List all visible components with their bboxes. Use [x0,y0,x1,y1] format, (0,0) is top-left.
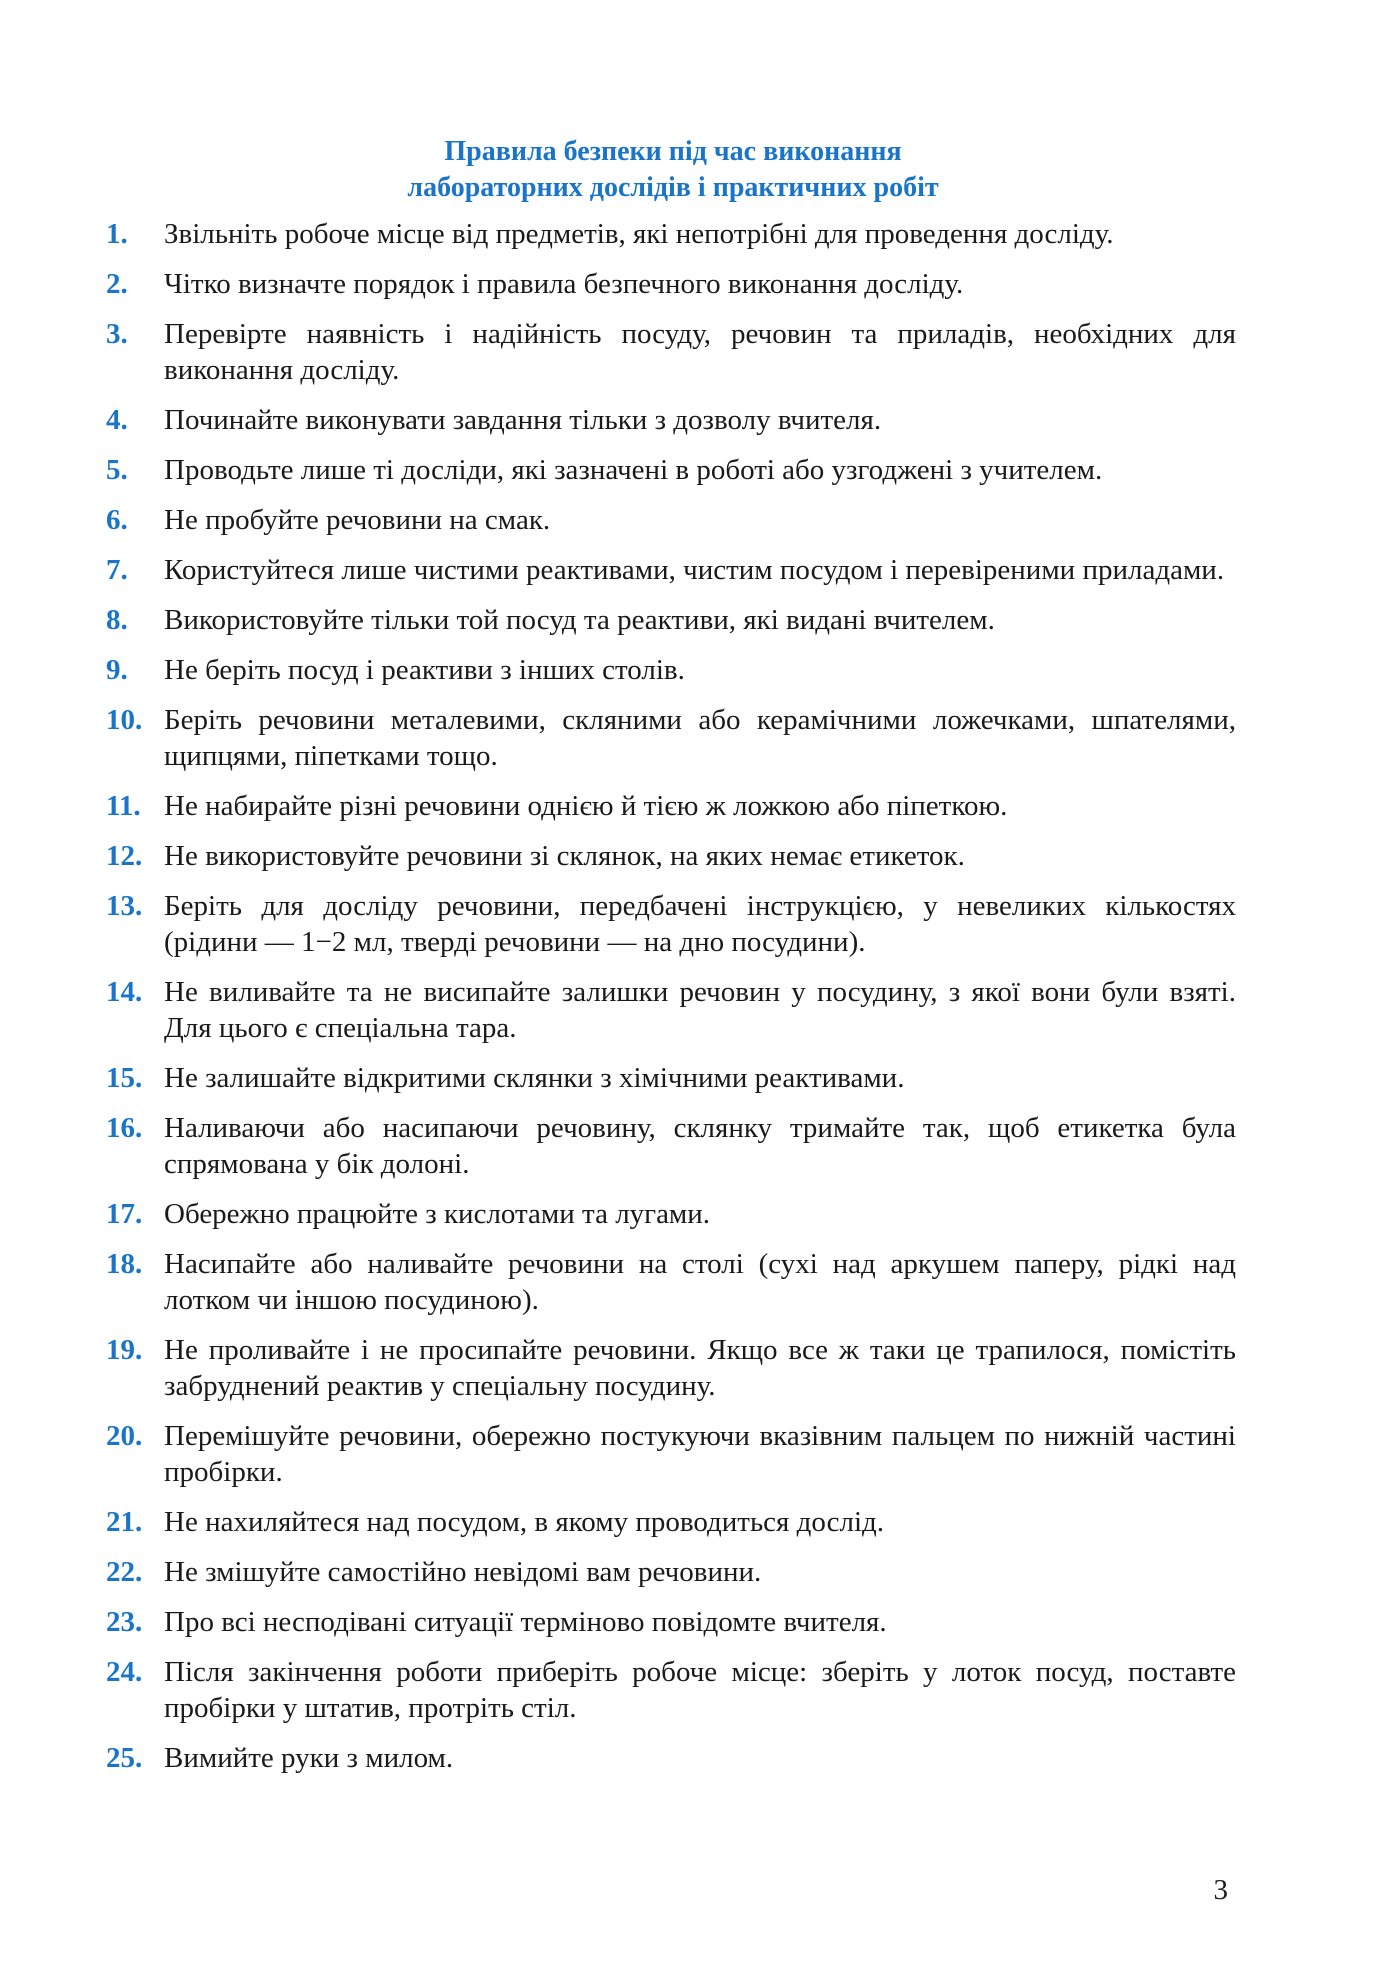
rule-text: Використовуйте тільки той посуд та реактиви, які видані вчителем. [164,604,995,636]
rule-item [106,1504,1236,1540]
rule-number: 17. [106,1198,143,1230]
rule-item [106,402,1236,438]
page-title [0,134,1346,206]
rule-text: Не виливайте та не висипайте залишки речовин у посудину, з якої вони були взяті. Для цього є спеціальна тара. [164,976,1236,1044]
rule-item [106,888,1236,960]
rule-number: 9. [106,654,128,686]
rule-text: Користуйтеся лише чистими реактивами, чистим посудом і перевіреними приладами. [164,554,1225,586]
title-line-2: лабораторних дослідів і практичних робіт [407,172,939,203]
rule-item [106,1110,1236,1182]
rule-text: Не пробуйте речовини на смак. [164,504,551,536]
rule-number: 25. [106,1742,143,1774]
rule-text: Не нахиляйтеся над посудом, в якому проводиться дослід. [164,1506,885,1538]
rule-number: 11. [106,790,141,822]
rule-item [106,702,1236,774]
rule-text: Перевірте наявність і надійність посуду, речовин та приладів, необхідних для виконання досліду. [164,318,1236,386]
rule-number: 10. [106,704,143,736]
rule-item [106,788,1236,824]
rule-text: Не використовуйте речовини зі склянок, на яких немає етикеток. [164,840,965,872]
rule-text: Беріть для досліду речовини, передбачені інструкцією, у невеликих кількостях (рідини — 1−2 мл, тверді речовини — на дно посудини). [164,890,1236,958]
rule-text: Проводьте лише ті досліди, які зазначені в роботі або узгоджені з учителем. [164,454,1103,486]
rule-text: Обережно працюйте з кислотами та лугами. [164,1198,711,1230]
rule-item [106,838,1236,874]
rule-number: 5. [106,454,128,486]
rule-number: 22. [106,1556,143,1588]
rule-number: 24. [106,1656,143,1688]
rule-number: 21. [106,1506,143,1538]
rule-text: Не набирайте різні речовини однією й тією ж ложкою або піпеткою. [164,790,1008,822]
rule-text: Чітко визначте порядок і правила безпечного виконання досліду. [164,268,964,300]
rule-text: Насипайте або наливайте речовини на столі (сухі над аркушем паперу, рідкі над лотком чи іншою посудиною). [164,1248,1236,1316]
rule-item [106,974,1236,1046]
rules-list [106,216,1236,1790]
rule-text: Після закінчення роботи приберіть робоче місце: зберіть у лоток посуд, поставте пробірки у штатив, протріть стіл. [164,1656,1236,1724]
rule-item [106,652,1236,688]
rule-item [106,502,1236,538]
rule-number: 19. [106,1334,143,1366]
rule-text: Про всі несподівані ситуації терміново повідомте вчителя. [164,1606,887,1638]
rule-item [106,1604,1236,1640]
rule-item [106,316,1236,388]
rule-item [106,602,1236,638]
rule-number: 20. [106,1420,143,1452]
rule-item [106,1060,1236,1096]
rule-number: 3. [106,318,128,350]
rule-text: Не беріть посуд і реактиви з інших столів. [164,654,685,686]
rule-text: Наливаючи або насипаючи речовину, склянку тримайте так, щоб етикетка була спрямована у бік долоні. [164,1112,1236,1180]
rule-item [106,1418,1236,1490]
rule-number: 13. [106,890,143,922]
title-line-1: Правила безпеки під час виконання [444,136,902,167]
rule-item [106,1196,1236,1232]
rule-number: 23. [106,1606,143,1638]
rule-item [106,1332,1236,1404]
rule-text: Перемішуйте речовини, обережно постукуючи вказівним пальцем по нижній частині пробірки. [164,1420,1236,1488]
rule-number: 4. [106,404,128,436]
rule-text: Не проливайте і не просипайте речовини. Якщо все ж таки це трапилося, помістіть забруднений реактив у спеціальну посудину. [164,1334,1236,1402]
rule-text: Звільніть робоче місце від предметів, які непотрібні для проведення досліду. [164,218,1114,250]
rule-number: 8. [106,604,128,636]
rule-item [106,452,1236,488]
page-number: 3 [1213,1874,1228,1906]
rule-item [106,1246,1236,1318]
rule-item [106,266,1236,302]
rule-item [106,1654,1236,1726]
rule-number: 2. [106,268,128,300]
rule-text: Не змішуйте самостійно невідомі вам речовини. [164,1556,762,1588]
rule-item [106,1554,1236,1590]
rule-number: 12. [106,840,143,872]
rule-text: Не залишайте відкритими склянки з хімічними реактивами. [164,1062,905,1094]
rule-item [106,216,1236,252]
rule-number: 14. [106,976,143,1008]
rule-text: Беріть речовини металевими, скляними або керамічними ложечками, шпателями, щипцями, піпетками тощо. [164,704,1236,772]
rule-number: 15. [106,1062,143,1094]
rule-number: 18. [106,1248,143,1280]
rule-number: 7. [106,554,128,586]
rule-item [106,552,1236,588]
rule-number: 16. [106,1112,143,1144]
rule-text: Починайте виконувати завдання тільки з дозволу вчителя. [164,404,882,436]
rule-item [106,1740,1236,1776]
rule-text: Вимийте руки з милом. [164,1742,454,1774]
rule-number: 6. [106,504,128,536]
rule-number: 1. [106,218,128,250]
